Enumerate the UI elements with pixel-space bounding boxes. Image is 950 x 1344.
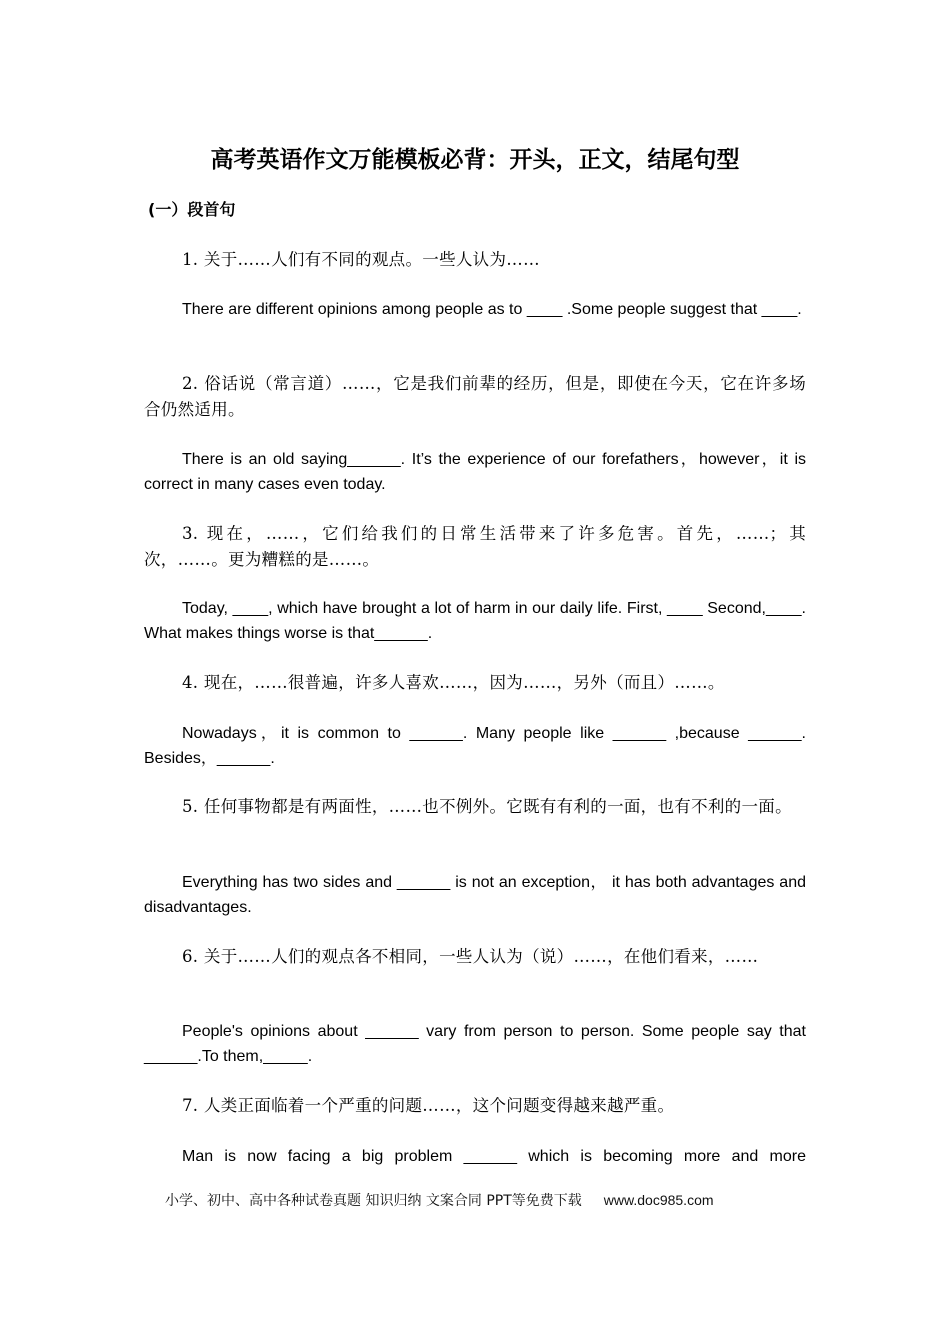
- footer-text: 小学、初中、高中各种试卷真题 知识归纳 文案合同 PPT等免费下载: [165, 1193, 582, 1209]
- footer-website: www.doc985.com: [603, 1192, 714, 1208]
- item-1-chinese: 1. 关于……人们有不同的观点。一些人认为……: [182, 250, 540, 269]
- item-6-english: People's opinions about ______ vary from person to person. Some people say that ______.To them,_____.: [144, 1023, 806, 1065]
- item-2-chinese: 2. 俗话说（常言道）……，它是我们前辈的经历，但是，即使在今天，它在许多场合仍然适用。: [144, 374, 806, 419]
- item-3-english: Today, ____, which have brought a lot of harm in our daily life. First, ____ Second,____. What makes things worse is that______.: [144, 600, 806, 642]
- page-footer: [165, 1189, 805, 1212]
- item-3-chinese: 3. 现在，……，它们给我们的日常生活带来了许多危害。首先，……；其次，……。更为糟糕的是……。: [144, 524, 806, 569]
- item-5-chinese: 5. 任何事物都是有两面性，……也不例外。它既有有利的一面，也有不利的一面。: [182, 797, 792, 816]
- item-7-english: Man is now facing a big problem ______ which is becoming more and more: [182, 1148, 806, 1165]
- item-5-english: Everything has two sides and ______ is not an exception， it has both advantages and disadvantages.: [144, 874, 806, 916]
- section-heading: (一）段首句: [148, 200, 236, 219]
- item-2-english: There is an old saying______. It’s the experience of our forefathers，however，it is correct in many cases even today.: [144, 451, 806, 493]
- item-6-chinese: 6. 关于……人们的观点各不相同，一些人认为（说）……，在他们看来，……: [182, 947, 759, 966]
- item-4-english: Nowadays，it is common to ______. Many people like ______ ,because ______. Besides，______.: [144, 725, 806, 767]
- item-4-chinese: 4. 现在，……很普遍，许多人喜欢……，因为……，另外（而且）……。: [182, 673, 725, 692]
- item-1-english: There are different opinions among people as to ____ .Some people suggest that ____.: [182, 301, 802, 318]
- item-7-chinese: 7. 人类正面临着一个严重的问题……，这个问题变得越来越严重。: [182, 1096, 675, 1115]
- document-title: 高考英语作文万能模板必背：开头，正文，结尾句型: [210, 146, 740, 173]
